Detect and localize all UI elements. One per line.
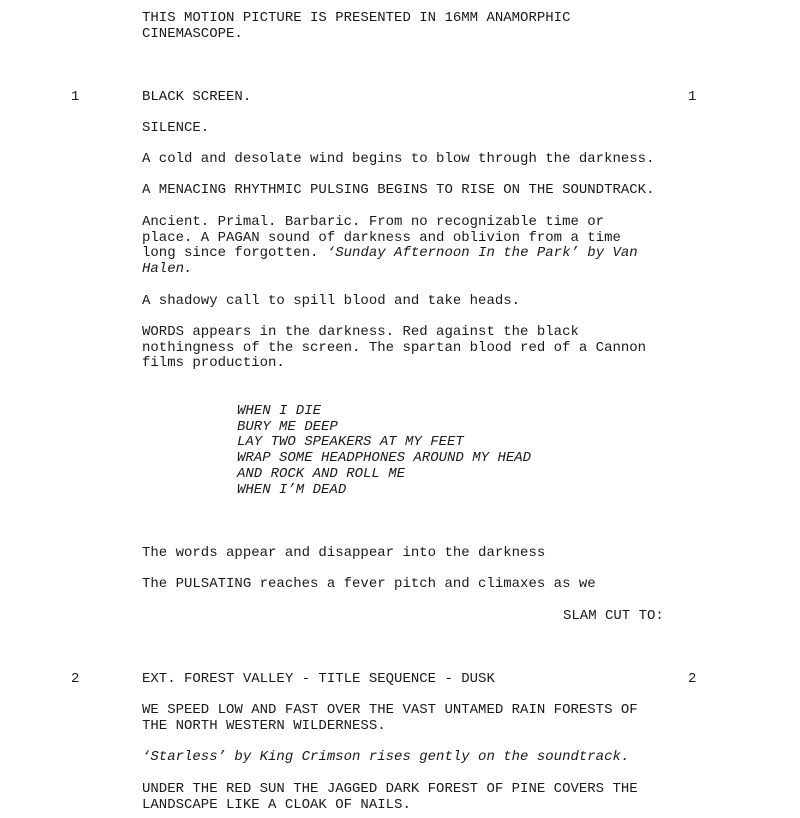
action-line: films production.	[142, 355, 285, 372]
song-reference: ‘Starless’ by King Crimson rises gently on the soundtrack.	[142, 749, 630, 765]
action-line: A MENACING RHYTHMIC PULSING BEGINS TO RISE ON THE SOUNDTRACK.	[142, 182, 655, 198]
action-line: long since forgotten.	[142, 245, 327, 262]
action-paragraph	[142, 325, 646, 372]
intro-line: CINEMASCOPE.	[142, 25, 243, 42]
lyric-line: AND ROCK AND ROLL ME	[237, 465, 406, 482]
action-paragraph	[142, 215, 638, 278]
action-paragraph	[142, 782, 638, 813]
lyric-line: WRAP SOME HEADPHONES AROUND MY HEAD	[237, 450, 532, 467]
action-line: UNDER THE RED SUN THE JAGGED DARK FOREST OF PINE COVERS THE	[142, 781, 638, 797]
transition: SLAM CUT TO:	[563, 608, 664, 624]
action-line: WORDS appears in the darkness. Red against the black	[142, 324, 579, 340]
action-paragraph	[142, 703, 638, 734]
action-line: A shadowy call to spill blood and take heads.	[142, 293, 521, 309]
scene-heading: EXT. FOREST VALLEY - TITLE SEQUENCE - DUSK	[142, 671, 495, 687]
scene-number-right: 2	[688, 671, 697, 687]
action-line: A cold and desolate wind begins to blow through the darkness.	[142, 151, 655, 167]
scene-heading: BLACK SCREEN.	[142, 89, 252, 105]
scene-number-left: 1	[71, 89, 80, 105]
scene-number-left: 2	[71, 671, 80, 687]
lyric-line: WHEN I’M DEAD	[237, 481, 347, 498]
song-reference: Halen.	[142, 261, 193, 278]
scene-number-right: 1	[688, 89, 697, 105]
action-line: SILENCE.	[142, 120, 210, 136]
action-line: nothingness of the screen. The spartan blood red of a Cannon	[142, 339, 647, 356]
action-line: LANDSCAPE LIKE A CLOAK OF NAILS.	[142, 796, 411, 813]
lyrics-block	[237, 404, 531, 498]
intro-line: THIS MOTION PICTURE IS PRESENTED IN 16MM ANAMORPHIC	[142, 10, 571, 26]
action-line: The words appear and disappear into the darkness	[142, 545, 546, 561]
lyric-line: LAY TWO SPEAKERS AT MY FEET	[237, 434, 464, 451]
action-line: The PULSATING reaches a fever pitch and climaxes as we	[142, 576, 596, 592]
song-reference: ‘Sunday Afternoon In the Park’ by Van	[326, 245, 638, 262]
action-line: place. A PAGAN sound of darkness and oblivion from a time	[142, 229, 621, 246]
action-line: Ancient. Primal. Barbaric. From no recognizable time or	[142, 214, 605, 230]
action-line: THE NORTH WESTERN WILDERNESS.	[142, 717, 386, 734]
lyric-line: BURY ME DEEP	[237, 418, 338, 435]
lyric-line: WHEN I DIE	[237, 403, 322, 419]
intro-note	[142, 11, 570, 42]
action-line: WE SPEED LOW AND FAST OVER THE VAST UNTAMED RAIN FORESTS OF	[142, 702, 638, 718]
